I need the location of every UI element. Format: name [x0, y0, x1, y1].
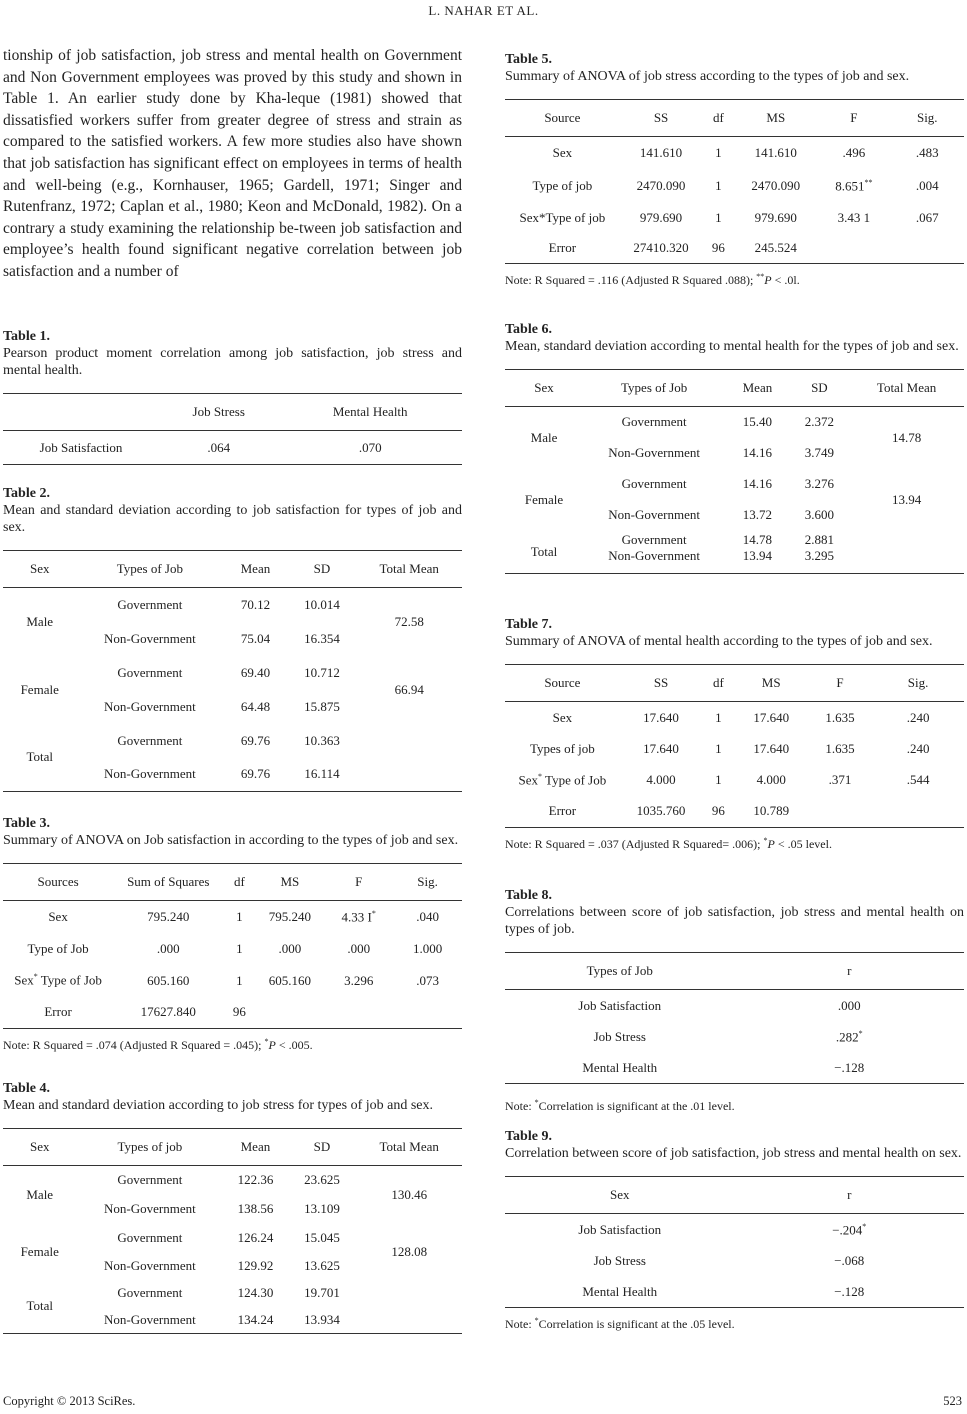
- table-cell: Non-Government: [608, 445, 700, 460]
- table-3: [3, 816, 462, 1053]
- table-cell: 3.295: [804, 547, 834, 563]
- table-5-header: F: [817, 100, 890, 137]
- table-2-header: Sex: [3, 551, 76, 588]
- table-cell: 75.04: [240, 630, 271, 646]
- table-cell: −.068: [834, 1253, 865, 1268]
- table-cell: Error: [44, 1004, 72, 1020]
- group-total-mean: 130.46: [391, 1186, 428, 1202]
- table-1-header: [3, 394, 159, 431]
- table-cell: .483: [915, 145, 939, 161]
- table-7: [505, 617, 964, 852]
- table-cell: Non-Government: [104, 1311, 196, 1327]
- table-5-grid: [505, 99, 964, 264]
- table-cell: 4.33 I*: [341, 908, 376, 924]
- table-cell: 1: [715, 709, 722, 725]
- table-4-header: SD: [288, 1129, 357, 1166]
- table-cell: 96: [711, 803, 725, 819]
- table-9-caption: Correlation between score of job satisfaction, job stress and mental health on sex.: [505, 1146, 962, 1161]
- table-4-grid: [3, 1128, 462, 1334]
- table-5-title: Table 5.: [505, 52, 552, 67]
- table-6-title: Table 6.: [505, 322, 552, 337]
- table-row: [3, 1166, 462, 1195]
- table-3-note: Note: R Squared = .074 (Adjusted R Squared = .045); *P < .005.: [3, 1037, 313, 1052]
- table-row: [3, 656, 462, 690]
- table-row: [505, 1022, 964, 1053]
- table-cell: 10.363: [304, 732, 340, 748]
- table-7-header: Source: [505, 665, 620, 702]
- table-cell: 69.76: [240, 732, 271, 748]
- table-7-title: Table 7.: [505, 617, 552, 632]
- table-row: [3, 965, 462, 997]
- table-6-header: Mean: [725, 370, 789, 407]
- table-4-header: Sex: [3, 1129, 76, 1166]
- left-column: [3, 45, 462, 1327]
- table-6: [505, 322, 964, 574]
- table-9-header: Sex: [505, 1177, 735, 1214]
- table-9-title: Table 9.: [505, 1129, 552, 1144]
- table-cell: 2.372: [804, 414, 834, 430]
- table-cell: 13.625: [304, 1257, 340, 1273]
- table-cell: 3.600: [804, 507, 834, 522]
- table-cell: Mental Health: [582, 1283, 658, 1299]
- table-row: [3, 901, 462, 933]
- table-cell: 17.640: [753, 741, 790, 756]
- table-cell: .067: [915, 209, 939, 225]
- group-sex: Female: [20, 681, 59, 697]
- table-2-header: Mean: [223, 551, 287, 588]
- table-cell: .064: [207, 439, 231, 455]
- page-number: 523: [943, 1394, 962, 1408]
- table-7-header: SS: [620, 665, 703, 702]
- table-cell: 15.40: [742, 414, 773, 430]
- table-cell: 96: [232, 1004, 246, 1020]
- table-cell: 1: [236, 908, 243, 924]
- table-2-header: Types of Job: [76, 551, 223, 588]
- table-row: [505, 137, 964, 170]
- table-cell: 1.635: [825, 709, 855, 725]
- table-cell: 605.160: [147, 972, 190, 988]
- table-cell: Sex* Type of Job: [518, 771, 607, 788]
- table-1: [3, 329, 462, 465]
- table-1-header: Job Stress: [159, 394, 278, 431]
- group-total-mean: 14.78: [891, 429, 922, 445]
- table-row: [505, 1246, 964, 1277]
- table-cell: 69.40: [240, 664, 271, 680]
- table-4-header: Mean: [223, 1129, 287, 1166]
- copyright: Copyright © 2013 SciRes.: [3, 1394, 136, 1408]
- table-cell: Sex*Type of job: [519, 209, 606, 225]
- running-head: L. NAHAR ET AL.: [428, 3, 539, 18]
- table-cell: 69.76: [240, 766, 271, 782]
- table-3-header: MS: [255, 864, 324, 901]
- table-row: [505, 531, 964, 548]
- table-cell: 979.690: [754, 209, 797, 225]
- table-6-header: SD: [790, 370, 850, 407]
- table-2-header: Total Mean: [356, 551, 462, 588]
- table-cell: 3.43 1: [837, 209, 871, 225]
- table-cell: 4.000: [646, 772, 676, 787]
- group-sex: Male: [26, 1186, 54, 1202]
- table-6-header: Types of Job: [583, 370, 725, 407]
- table-6-caption: Mean, standard deviation according to mental health for the types of job and sex.: [505, 339, 959, 354]
- table-3-header: Sig.: [393, 864, 462, 901]
- group-total-mean: 128.08: [391, 1243, 428, 1259]
- table-cell: Government: [117, 596, 183, 612]
- table-row: [505, 1053, 964, 1084]
- table-row: [3, 933, 462, 965]
- table-9-header: r: [735, 1177, 965, 1214]
- table-cell: 14.16: [742, 476, 773, 491]
- table-7-grid: [505, 664, 964, 828]
- group-sex: Male: [26, 613, 54, 629]
- body-paragraph: tionship of job satisfaction, job stress and mental health on Government and Non Government employees was proved by this study and shown in Table 1. An earlier study done by Kha-leque (1981) showed that dissatisfied workers suffer from greater degree of stress and strain as compared to the satisfied workers. A few more studies also have shown that job satisfaction has significant effect on employees in terms of health and well-being (e.g., Kornhauser, 1965; Gardell, 1971; Singer and Rutenfranz, 1972; Caplan et al., 1980; Keon and McDonald, 1982). On a contrary a study examining the relationship be-tween job satisfaction and employee’s health found significant negative correlation between job satisfaction and a number of: [3, 47, 462, 280]
- table-cell: Non-Government: [608, 547, 700, 563]
- table-5-caption: Summary of ANOVA of job stress according to the types of job and sex.: [505, 69, 910, 84]
- table-2-title: Table 2.: [3, 486, 50, 501]
- table-cell: Job Stress: [593, 1029, 646, 1044]
- table-row: [505, 1277, 964, 1308]
- table-cell: .496: [842, 145, 866, 161]
- group-total-mean: 72.58: [394, 613, 424, 629]
- table-7-caption: Summary of ANOVA of mental health according to the types of job and sex.: [505, 634, 933, 649]
- table-cell: Sex: [48, 908, 68, 924]
- table-cell: .282*: [835, 1028, 863, 1045]
- table-row: [505, 1214, 964, 1246]
- table-7-header: Sig.: [872, 665, 964, 702]
- table-5-header: df: [702, 100, 734, 137]
- table-cell: 1: [236, 940, 243, 956]
- table-cell: 14.78: [742, 531, 773, 547]
- table-cell: Sex: [552, 709, 573, 725]
- table-cell: Type of Job: [27, 940, 89, 956]
- table-cell: 10.712: [304, 664, 340, 680]
- table-4: [3, 1081, 462, 1334]
- table-cell: .371: [828, 772, 852, 787]
- table-8-header: Types of Job: [505, 953, 735, 990]
- table-cell: .240: [906, 741, 930, 756]
- table-cell: 16.114: [304, 766, 340, 782]
- table-3-grid: [3, 863, 462, 1029]
- table-cell: 13.94: [742, 547, 773, 563]
- table-cell: Sex: [552, 145, 573, 161]
- table-cell: 13.109: [304, 1201, 340, 1216]
- table-6-header: Sex: [505, 370, 583, 407]
- table-7-header: F: [808, 665, 872, 702]
- table-cell: 2.881: [804, 531, 834, 547]
- table-row: [505, 170, 964, 203]
- table-cell: 795.240: [147, 908, 190, 924]
- table-cell: 15.045: [304, 1229, 340, 1245]
- table-cell: .000: [156, 940, 180, 956]
- table-cell: 23.625: [304, 1172, 340, 1188]
- table-3-header: df: [223, 864, 255, 901]
- table-cell: 96: [711, 239, 725, 255]
- table-5: [505, 52, 964, 288]
- table-cell: Non-Government: [104, 1257, 196, 1273]
- table-1-header: Mental Health: [278, 394, 462, 431]
- table-cell: 1: [715, 209, 722, 225]
- table-cell: Non-Government: [104, 698, 196, 714]
- table-cell: 4.000: [756, 772, 786, 787]
- group-total-mean: [356, 724, 462, 792]
- table-4-title: Table 4.: [3, 1081, 50, 1096]
- table-4-header: Types of job: [76, 1129, 223, 1166]
- table-7-header: MS: [734, 665, 807, 702]
- table-row: [505, 407, 964, 438]
- table-cell: .240: [906, 709, 930, 725]
- table-1-grid: [3, 393, 462, 465]
- table-row: [505, 990, 964, 1022]
- table-cell: .070: [358, 439, 382, 455]
- table-row: [3, 431, 462, 465]
- group-total-mean: [356, 1280, 462, 1334]
- table-2-header: SD: [288, 551, 357, 588]
- table-cell: 1.000: [412, 940, 443, 956]
- table-8-title: Table 8.: [505, 888, 552, 903]
- table-cell: 70.12: [240, 596, 271, 612]
- table-cell: 124.30: [237, 1285, 274, 1300]
- group-sex: Female: [524, 491, 564, 507]
- table-cell: 3.276: [804, 476, 834, 491]
- table-cell: 141.610: [639, 145, 683, 161]
- table-2-caption: Mean and standard deviation according to job satisfaction for types of job and sex.: [3, 503, 462, 535]
- table-row: [505, 233, 964, 264]
- table-row: [505, 734, 964, 765]
- table-1-title: Table 1.: [3, 329, 50, 344]
- table-8-grid: [505, 952, 964, 1084]
- table-2: [3, 486, 462, 792]
- table-cell: 1: [236, 972, 243, 988]
- table-cell: .004: [915, 178, 939, 193]
- table-cell: .000: [837, 997, 861, 1013]
- group-total-mean: 66.94: [394, 681, 424, 697]
- table-cell: Job Satisfaction: [578, 997, 662, 1013]
- table-7-header: df: [702, 665, 734, 702]
- table-row: [505, 469, 964, 500]
- group-sex: Female: [20, 1243, 59, 1259]
- table-4-caption: Mean and standard deviation according to job stress for types of job and sex.: [3, 1098, 434, 1113]
- table-5-header: Sig.: [891, 100, 964, 137]
- table-5-header: Source: [505, 100, 620, 137]
- table-cell: Error: [548, 803, 577, 819]
- table-cell: 129.92: [237, 1257, 274, 1273]
- table-cell: 141.610: [754, 145, 797, 161]
- table-cell: 979.690: [639, 209, 683, 225]
- table-8-caption: Correlations between score of job satisfaction, job stress and mental health on types of job.: [505, 905, 964, 937]
- table-cell: Error: [548, 239, 577, 255]
- table-2-grid: [3, 550, 462, 792]
- table-row: [3, 1280, 462, 1307]
- table-cell: 3.749: [804, 445, 834, 460]
- group-total-mean: [849, 531, 964, 574]
- table-cell: Government: [117, 1285, 183, 1300]
- table-5-header: MS: [734, 100, 817, 137]
- table-cell: 10.789: [753, 803, 790, 819]
- table-cell: Government: [117, 1172, 183, 1188]
- table-cell: 3.296: [344, 972, 374, 988]
- table-9-grid: [505, 1176, 964, 1308]
- table-cell: 1: [715, 178, 722, 193]
- table-cell: 122.36: [237, 1172, 274, 1188]
- table-3-header: F: [324, 864, 393, 901]
- table-cell: 2470.090: [636, 178, 686, 193]
- table-5-header: SS: [620, 100, 703, 137]
- table-cell: 795.240: [268, 908, 311, 924]
- table-cell: 605.160: [268, 972, 311, 988]
- table-3-title: Table 3.: [3, 816, 50, 831]
- group-sex: Total: [26, 1298, 53, 1314]
- table-6-grid: [505, 369, 964, 574]
- table-cell: 1: [715, 772, 722, 787]
- table-cell: 134.24: [237, 1311, 274, 1327]
- table-row: [505, 203, 964, 233]
- table-cell: .000: [347, 940, 371, 956]
- table-cell: 138.56: [237, 1201, 274, 1216]
- table-1-caption: Pearson product moment correlation among job satisfaction, job stress and mental health.: [3, 346, 462, 378]
- table-cell: −.128: [834, 1283, 865, 1299]
- table-cell: Non-Government: [104, 766, 196, 782]
- table-cell: 1: [715, 145, 722, 161]
- table-cell: Government: [117, 732, 183, 748]
- table-cell: Government: [621, 531, 687, 547]
- table-cell: Sex* Type of Job: [14, 972, 102, 988]
- table-cell: Job Satisfaction: [578, 1221, 662, 1237]
- table-row: [505, 765, 964, 796]
- table-cell: Job Satisfaction: [39, 439, 123, 455]
- table-5-note: Note: R Squared = .116 (Adjusted R Squared .088); **P < .0l.: [505, 272, 800, 287]
- table-cell: 1.635: [825, 741, 855, 756]
- table-cell: 17.640: [643, 709, 679, 725]
- table-cell: 13.72: [742, 507, 773, 522]
- table-cell: Mental Health: [582, 1059, 658, 1075]
- table-cell: Job Stress: [593, 1253, 646, 1268]
- table-cell: 13.934: [304, 1311, 340, 1327]
- table-9-note: Note: *Correlation is significant at the .05 level.: [505, 1316, 735, 1331]
- table-cell: Government: [621, 414, 687, 430]
- table-cell: 27410.320: [633, 239, 689, 255]
- table-3-caption: Summary of ANOVA on Job satisfaction in according to the types of job and sex.: [3, 833, 459, 848]
- table-9: [505, 1129, 964, 1332]
- table-row: [505, 702, 964, 734]
- table-cell: 126.24: [237, 1229, 274, 1245]
- group-sex: Total: [530, 543, 558, 559]
- group-sex: Male: [530, 429, 558, 445]
- table-row: [3, 1224, 462, 1252]
- table-cell: 17.640: [643, 741, 679, 756]
- table-cell: .040: [416, 908, 439, 924]
- table-cell: 17627.840: [140, 1004, 196, 1020]
- table-cell: Type of job: [532, 178, 593, 193]
- table-8-note: Note: *Correlation is significant at the .01 level.: [505, 1098, 735, 1113]
- table-row: [505, 796, 964, 828]
- table-cell: Non-Government: [104, 1201, 196, 1216]
- table-4-header: Total Mean: [356, 1129, 462, 1166]
- table-row: [3, 588, 462, 622]
- table-cell: Non-Government: [608, 507, 700, 522]
- table-cell: Government: [117, 664, 183, 680]
- table-3-header: Sum of Squares: [113, 864, 223, 901]
- table-cell: .544: [906, 772, 930, 787]
- table-cell: .000: [278, 940, 302, 956]
- table-cell: Types of job: [529, 741, 595, 756]
- table-6-header: Total Mean: [849, 370, 964, 407]
- table-row: [3, 724, 462, 758]
- table-cell: .073: [416, 972, 439, 988]
- table-8: [505, 888, 964, 1114]
- table-cell: 8.651**: [835, 177, 873, 194]
- table-cell: 1035.760: [636, 803, 686, 819]
- table-cell: Government: [621, 476, 687, 491]
- table-7-note: Note: R Squared = .037 (Adjusted R Squared= .006); *P < .05 level.: [505, 836, 832, 851]
- table-cell: 14.16: [742, 445, 773, 460]
- table-cell: 64.48: [240, 698, 271, 714]
- table-cell: 17.640: [753, 709, 790, 725]
- group-sex: Total: [26, 749, 53, 765]
- table-cell: −.128: [834, 1059, 865, 1075]
- table-cell: −.204*: [832, 1221, 867, 1237]
- table-cell: 16.354: [304, 630, 340, 646]
- table-cell: 19.701: [304, 1285, 340, 1300]
- table-cell: 2470.090: [751, 178, 801, 193]
- table-cell: Government: [117, 1229, 183, 1245]
- table-cell: 1: [715, 741, 722, 756]
- table-row: [3, 997, 462, 1029]
- table-cell: 15.875: [304, 698, 340, 714]
- group-total-mean: 13.94: [891, 491, 922, 507]
- table-8-header: r: [735, 953, 965, 990]
- table-cell: 10.014: [304, 596, 340, 612]
- table-cell: 245.524: [754, 239, 797, 255]
- table-3-header: Sources: [3, 864, 113, 901]
- table-cell: Non-Government: [104, 630, 196, 646]
